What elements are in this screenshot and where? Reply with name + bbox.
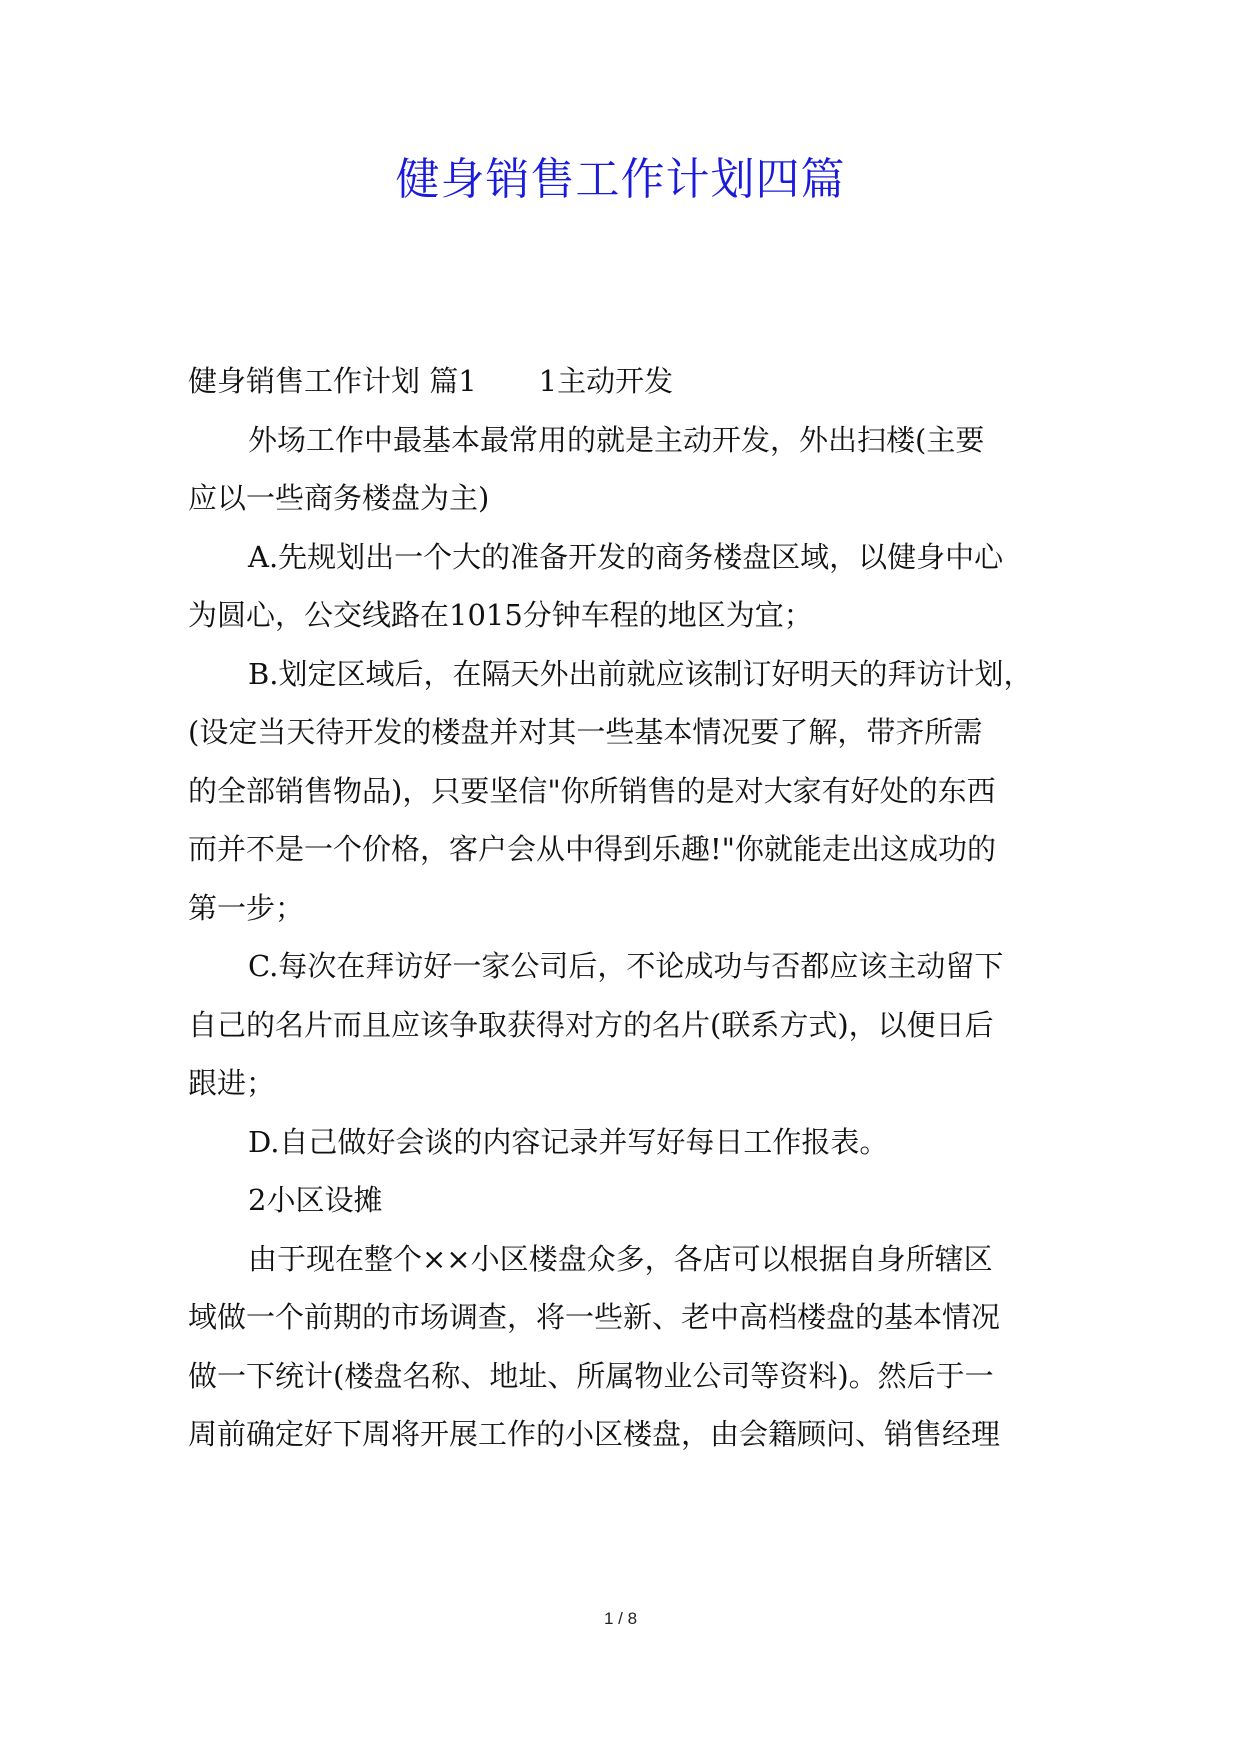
paragraph-line: A.先规划出一个大的准备开发的商务楼盘区域，以健身中心 xyxy=(248,539,1004,574)
paragraph-line: 周前确定好下周将开展工作的小区楼盘，由会籍顾问、销售经理 xyxy=(188,1417,1001,1451)
paragraph-line: 自己的名片而且应该争取获得对方的名片(联系方式)，以便日后 xyxy=(188,1007,994,1042)
document-title: 健身销售工作计划四篇 xyxy=(395,154,846,205)
paragraph-line: 外场工作中最基本最常用的就是主动开发，外出扫楼(主要 xyxy=(248,422,985,457)
section-heading-left: 健身销售工作计划 篇1 xyxy=(188,364,477,398)
paragraph-line: 应以一些商务楼盘为主) xyxy=(188,481,490,515)
paragraph-line: D.自己做好会谈的内容记录并写好每日工作报表。 xyxy=(248,1124,889,1159)
subsection-heading: 2小区设摊 xyxy=(248,1183,383,1217)
section-heading-right: 1主动开发 xyxy=(538,364,674,398)
paragraph-line: C.每次在拜访好一家公司后，不论成功与否都应该主动留下 xyxy=(248,949,1004,983)
paragraph-line: 由于现在整个××小区楼盘众多，各店可以根据自身所辖区 xyxy=(248,1241,993,1276)
paragraph-line: B.划定区域后，在隔天外出前就应该制订好明天的拜访计划， xyxy=(248,656,1033,691)
page-number: 1 / 8 xyxy=(603,1609,638,1628)
paragraph-line: (设定当天待开发的楼盘并对其一些基本情况要了解，带齐所需 xyxy=(188,715,983,749)
paragraph-line: 域做一个前期的市场调查，将一些新、老中高档楼盘的基本情况 xyxy=(188,1300,1001,1334)
paragraph-line: 第一步； xyxy=(188,890,305,925)
paragraph-line: 的全部销售物品)，只要坚信"你所销售的是对大家有好处的东西 xyxy=(188,773,996,808)
paragraph-line: 为圆心，公交线路在1015分钟车程的地区为宜； xyxy=(188,598,813,632)
paragraph-line: 而并不是一个价格，客户会从中得到乐趣!"你就能走出这成功的 xyxy=(188,832,996,866)
paragraph-line: 跟进； xyxy=(188,1066,276,1100)
document-body xyxy=(188,352,1056,1464)
section-heading xyxy=(188,352,1056,411)
paragraph-line: 做一下统计(楼盘名称、地址、所属物业公司等资料)。然后于一 xyxy=(188,1358,994,1393)
